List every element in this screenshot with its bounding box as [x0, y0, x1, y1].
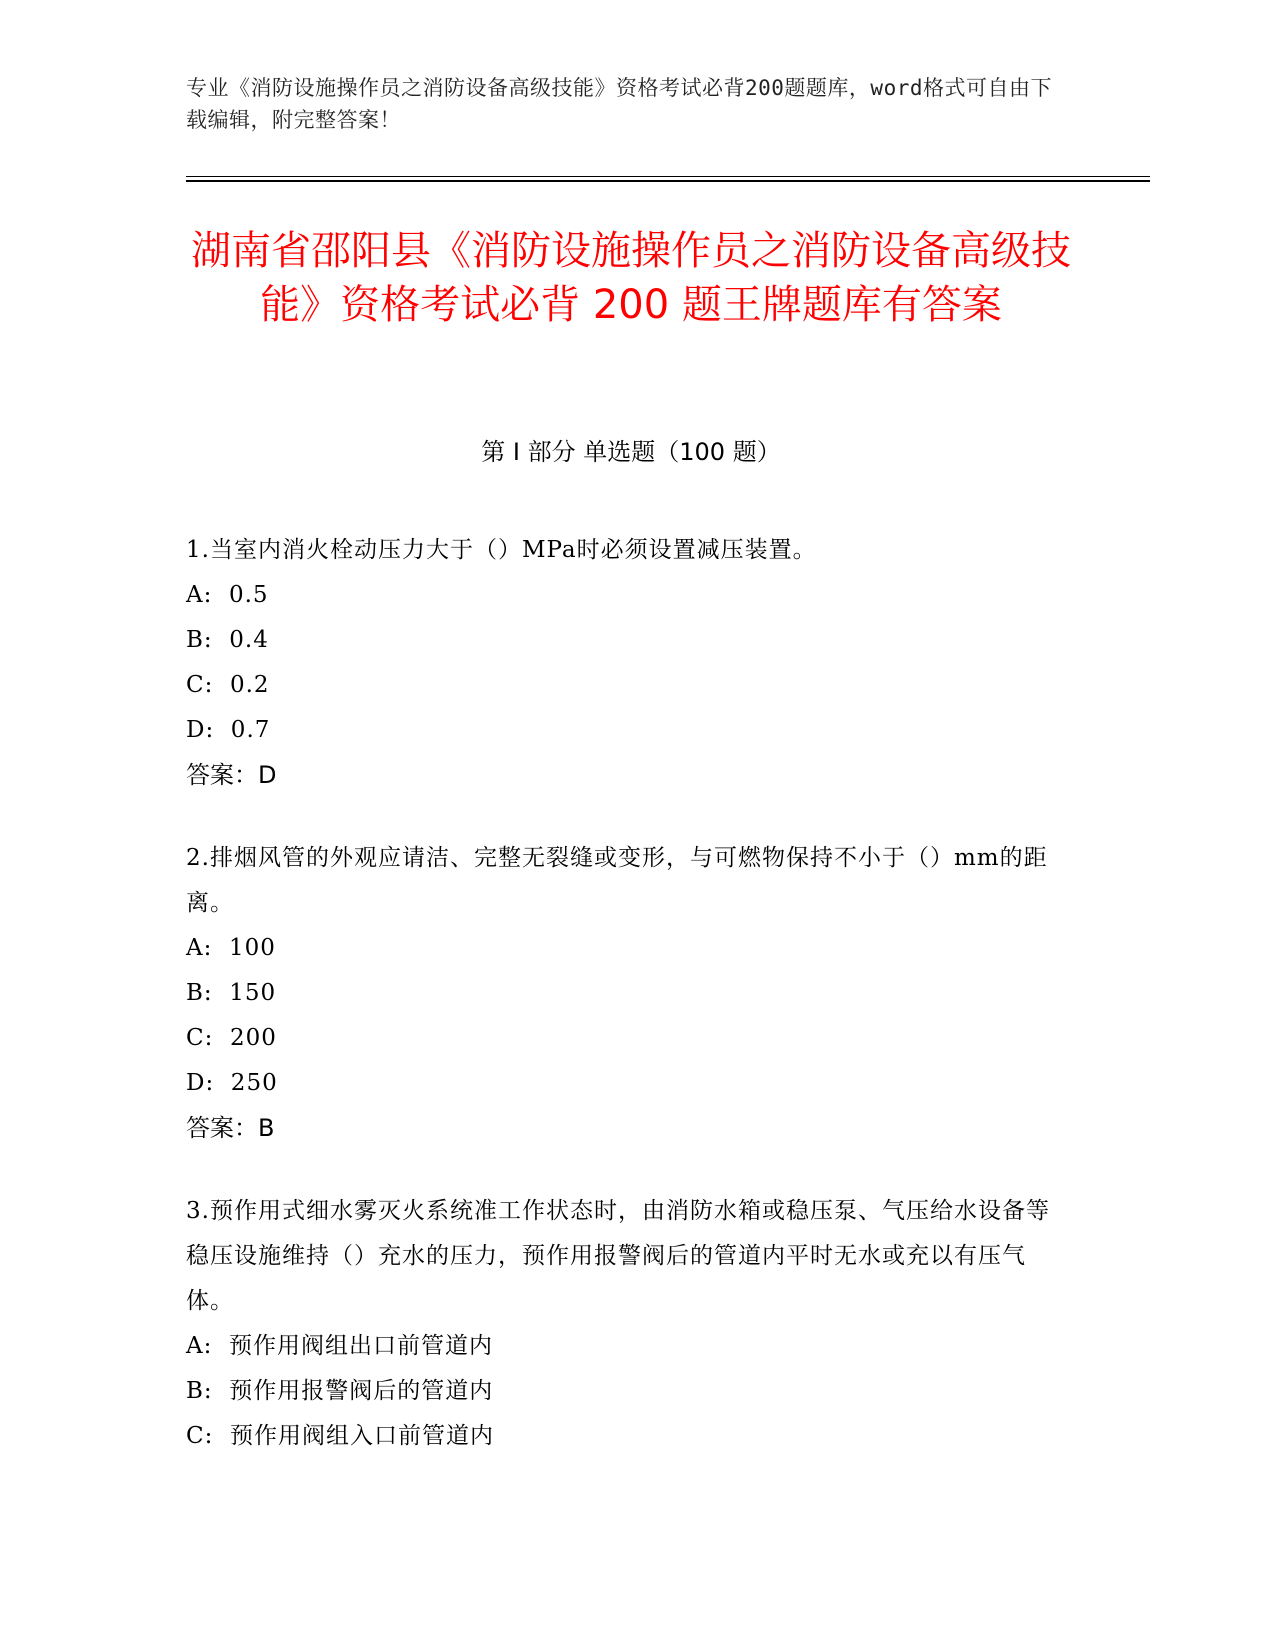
option-a: A: 0.5 [186, 582, 269, 608]
document-title: 湖南省邵阳县《消防设施操作员之消防设备高级技能》资格考试必背 200 题王牌题库有答案 [191, 228, 1071, 328]
answer-line: 答案：D [186, 761, 277, 789]
option-c: C: 0.2 [186, 672, 270, 698]
option-d: D: 0.7 [186, 717, 271, 743]
question-1 [186, 528, 1066, 798]
option-a: A: 预作用阀组出口前管道内 [186, 1333, 493, 1359]
header-note: 专业《消防设施操作员之消防设备高级技能》资格考试必背200题题库，word格式可自由下载编辑，附完整答案！ [186, 76, 1052, 132]
option-b: B: 0.4 [186, 627, 269, 653]
question-list [186, 528, 1066, 1497]
question-stem: 2.排烟风管的外观应请洁、完整无裂缝或变形，与可燃物保持不小于（）mm的距离。 [186, 845, 1048, 916]
option-b: B: 150 [186, 980, 277, 1006]
question-stem: 1.当室内消火栓动压力大于（）MPa时必须设置减压装置。 [186, 537, 817, 563]
option-c: C: 预作用阀组入口前管道内 [186, 1423, 494, 1449]
option-d: D: 250 [186, 1070, 278, 1096]
option-c: C: 200 [186, 1025, 277, 1051]
option-b: B: 预作用报警阀后的管道内 [186, 1378, 494, 1404]
section-title: 第 I 部分 单选题（100 题） [481, 438, 781, 466]
question-stem: 3.预作用式细水雾灭火系统准工作状态时，由消防水箱或稳压泵、气压给水设备等稳压设施维持（）充水的压力，预作用报警阀后的管道内平时无水或充以有压气体。 [186, 1198, 1050, 1314]
header-divider-thick [186, 180, 1150, 182]
header-divider-thin [186, 176, 1150, 177]
answer-line: 答案：B [186, 1114, 275, 1142]
option-a: A: 100 [186, 935, 276, 961]
question-3 [186, 1189, 1066, 1459]
question-2 [186, 836, 1066, 1151]
